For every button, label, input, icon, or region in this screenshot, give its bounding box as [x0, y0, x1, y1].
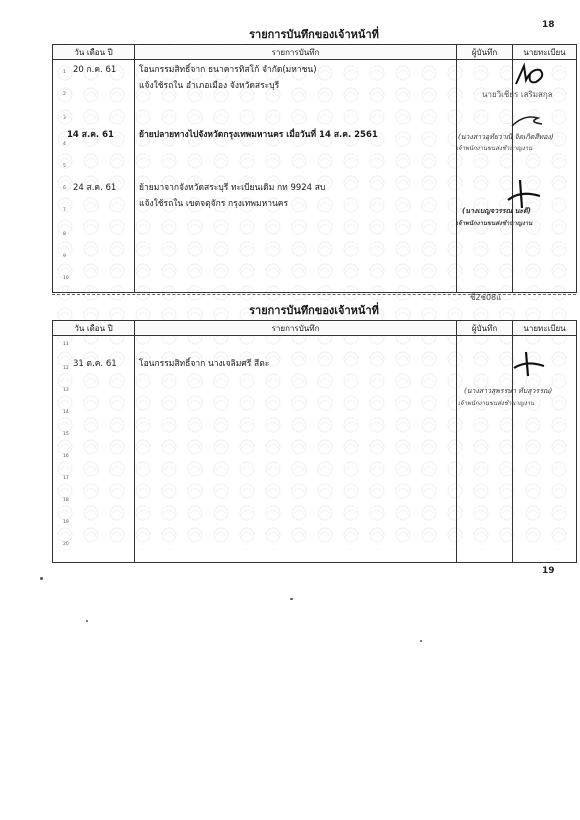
date-column — [53, 336, 135, 563]
section-title: รายการบันทึกของเจ้าหน้าที่ — [249, 28, 379, 41]
entry-text: ย้ายปลายทางไปจังหวัดกรุงเทพมหานคร เมื่อวันที่ 14 ส.ค. 2561 — [139, 130, 378, 140]
line-number: 1 — [63, 70, 66, 75]
entry-date: 31 ต.ค. 61 — [73, 359, 117, 369]
entry-date: 20 ก.ค. 61 — [73, 65, 117, 75]
entry-text: แจ้งใช้รถใน เขตจตุจักร กรุงเทพมหานคร — [139, 199, 289, 209]
entry-text: โอนกรรมสิทธิ์จาก นางเจลิมศรี สีตะ — [139, 359, 270, 369]
line-number: 7 — [63, 208, 66, 213]
signature-mark — [508, 108, 548, 132]
col-date-header: วัน เดือน ปี — [53, 321, 135, 336]
table-body — [53, 336, 577, 563]
line-number: 10 — [63, 276, 69, 281]
col-registrar-header: นายทะเบียน — [513, 321, 577, 336]
line-number: 6 — [63, 186, 66, 191]
line-number: 8 — [63, 232, 66, 237]
line-number: 14 — [63, 410, 69, 415]
table-header — [53, 45, 577, 60]
entry-text: ย้ายมาจากจังหวัดสระบุรี ทะเบียนเดิม กท 9924 สบ — [139, 183, 326, 193]
official-name: (นางสาวอุทัยวาณี จิตเกิดสีทอง) — [458, 133, 554, 141]
line-number: 13 — [63, 388, 69, 393]
serial-fragment: ชี2ช08แ — [470, 293, 502, 302]
line-number: 12 — [63, 366, 69, 371]
scan-speck — [290, 598, 293, 600]
col-record-header: รายการบันทึก — [135, 45, 457, 60]
record-column — [135, 60, 457, 293]
official-position: เจ้าพนักงานขนส่งชำนาญงาน — [456, 145, 533, 152]
entry-text: แจ้งใช้รถใน อำเภอเมือง จังหวัดสระบุรี — [139, 81, 280, 91]
line-number: 11 — [63, 342, 69, 347]
line-number: 4 — [63, 142, 66, 147]
page-number-bottom: 19 — [542, 566, 555, 576]
line-number: 3 — [63, 116, 66, 121]
col-recorder-header: ผู้บันทึก — [457, 321, 513, 336]
col-date-header: วัน เดือน ปี — [53, 45, 135, 60]
scan-speck — [420, 640, 422, 642]
line-number: 15 — [63, 432, 69, 437]
official-position: เจ้าพนักงานขนส่งชำนาญงาน — [456, 220, 533, 227]
section-title: รายการบันทึกของเจ้าหน้าที่ — [249, 304, 379, 317]
record-section-top — [52, 26, 576, 293]
entry-date: 24 ส.ค. 61 — [73, 183, 117, 193]
official-name: (นางสาวสุพรรษา ทับสุวรรณ) — [464, 387, 553, 395]
line-number: 2 — [63, 92, 66, 97]
col-registrar-header: นายทะเบียน — [513, 45, 577, 60]
date-column — [53, 60, 135, 293]
entry-date: 14 ส.ค. 61 — [67, 130, 114, 140]
scan-speck — [86, 620, 88, 622]
col-recorder-header: ผู้บันทึก — [457, 45, 513, 60]
line-number: 16 — [63, 454, 69, 459]
official-name: (นางเบญจวรรณ นะดี) — [462, 207, 531, 215]
records-table-top — [52, 44, 577, 293]
line-number: 18 — [63, 498, 69, 503]
registrar-printed-name: นายวิเชียร เสริมสกุล — [482, 90, 553, 99]
line-number: 17 — [63, 476, 69, 481]
scan-speck — [40, 577, 43, 580]
records-table-bottom — [52, 320, 577, 563]
official-position: เจ้าพนักงานขนส่งชำนาญงาน — [458, 400, 535, 407]
recorder-column — [457, 336, 513, 563]
line-number: 5 — [63, 164, 66, 169]
signature-mark — [508, 350, 548, 380]
record-column — [135, 336, 457, 563]
record-section-bottom — [52, 302, 576, 563]
signature-mark — [510, 62, 550, 90]
entry-text: โอนกรรมสิทธิ์จาก ธนาคารทิสโก้ จำกัด(มหาชน) — [139, 65, 317, 75]
table-header — [53, 321, 577, 336]
line-number: 9 — [63, 254, 66, 259]
col-record-header: รายการบันทึก — [135, 321, 457, 336]
line-number: 20 — [63, 542, 69, 547]
page-number-top: 18 — [542, 20, 555, 30]
line-number: 19 — [63, 520, 69, 525]
